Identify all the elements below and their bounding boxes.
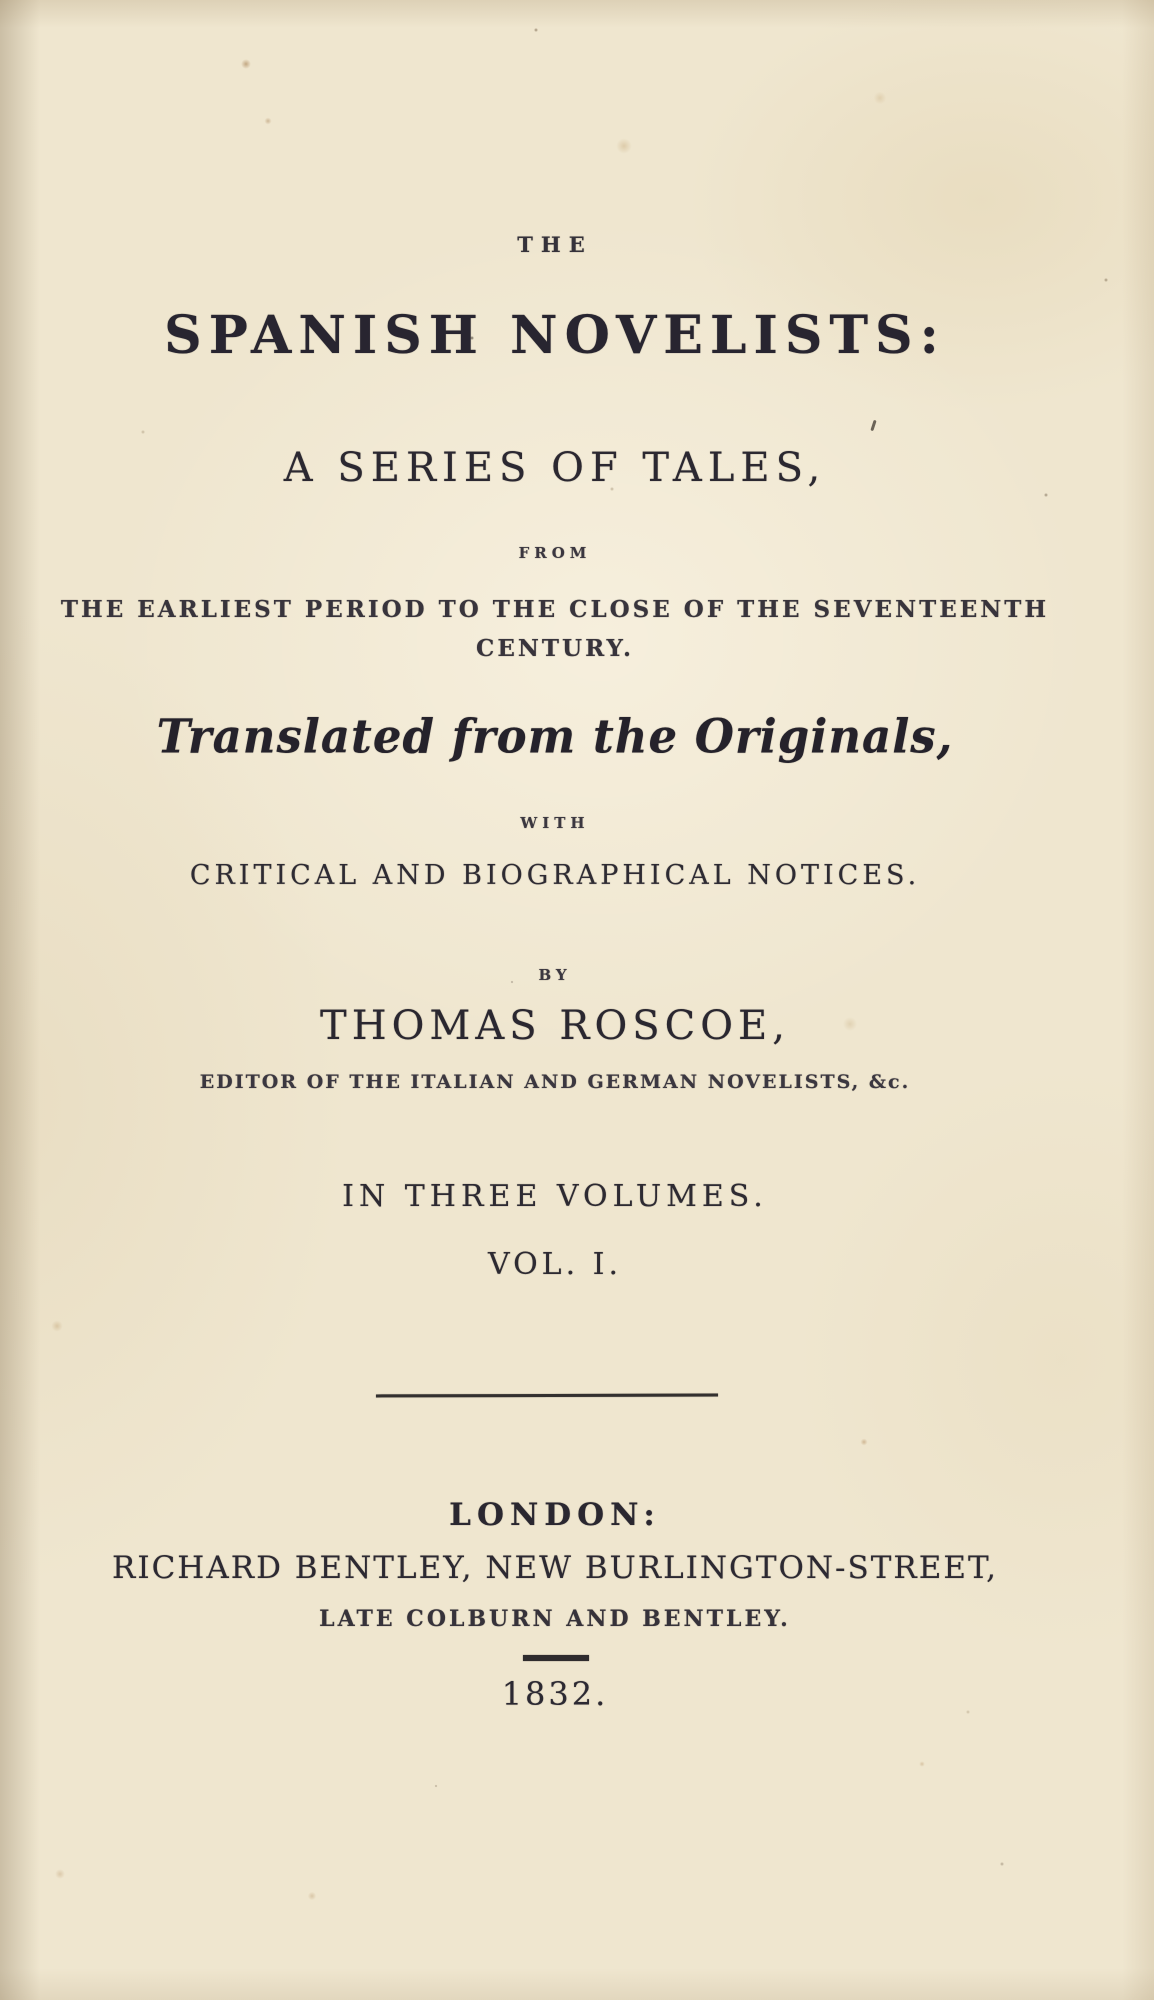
book-title: SPANISH NOVELISTS: <box>164 305 946 366</box>
series-article: THE <box>517 232 593 257</box>
volume-number: VOL. I. <box>487 1247 623 1282</box>
author-credit: EDITOR OF THE ITALIAN AND GERMAN NOVELISTS, &c. <box>199 1071 911 1093</box>
volumes-statement: IN THREE VOLUMES. <box>342 1179 768 1214</box>
period-line-2: CENTURY. <box>476 635 634 662</box>
publication-year: 1832. <box>501 1675 609 1713</box>
by-label: BY <box>538 966 572 984</box>
with-label: WITH <box>520 814 590 832</box>
period-line-1: THE EARLIEST PERIOD TO THE CLOSE OF THE SEVENTEENTH <box>60 596 1050 623</box>
book-subtitle: A SERIES OF TALES, <box>283 445 827 491</box>
publisher-line: RICHARD BENTLEY, NEW BURLINGTON-STREET, <box>112 1550 998 1586</box>
separator-rule-long <box>376 1394 718 1398</box>
publisher-note: LATE COLBURN AND BENTLEY. <box>319 1606 791 1632</box>
notices-line: CRITICAL AND BIOGRAPHICAL NOTICES. <box>189 860 921 891</box>
imprint-city: LONDON: <box>449 1497 661 1533</box>
separator-rule-short <box>523 1655 589 1661</box>
translated-line: Translated from the Originals, <box>156 708 954 765</box>
from-label: FROM <box>518 544 592 562</box>
author-name: THOMAS ROSCOE, <box>320 1003 790 1049</box>
stray-ink-mark <box>870 420 876 431</box>
